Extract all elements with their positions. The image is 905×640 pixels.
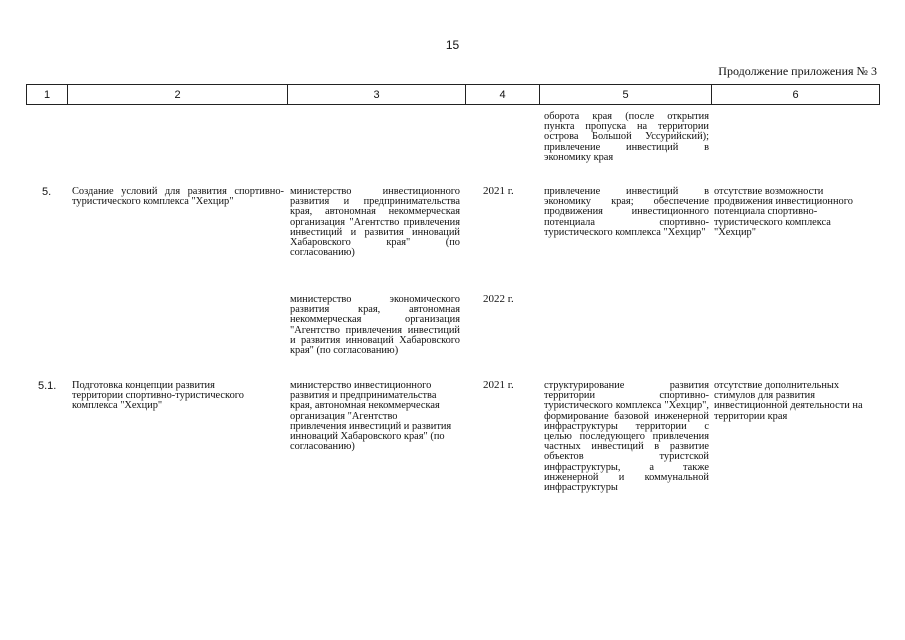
- column-number-row: [27, 85, 880, 105]
- row-2-executor: министерство экономического развития края, автономная некоммерческая организация "Агентство привлечения инвестиций и развития инноваций Хабаровского края" (по согласованию): [290, 294, 460, 357]
- column-header-2: 2: [68, 85, 288, 105]
- table-header: [26, 84, 880, 105]
- page-number: 15: [445, 38, 460, 52]
- row-3-year: 2021 г.: [483, 379, 514, 391]
- row-2-year: 2022 г.: [483, 293, 514, 305]
- row-1-risk: отсутствие возможности продвижения инвестиционного потенциала спортивно-туристического комплекса "Хехцир": [714, 186, 853, 238]
- row-1-title: Создание условий для развития спортивно-туристического комплекса "Хехцир": [72, 186, 284, 208]
- row-3-title: Подготовка концепции развития территории спортивно-туристического комплекса "Хехцир": [72, 380, 244, 412]
- row-1-number: 5.: [42, 186, 52, 198]
- row-1-executor: министерство инвестиционного развития и предпринимательства края, автономная некоммерческая организация "Агентство привлечения инвестиций и развития инноваций Хабаровского края" (по согласованию): [290, 186, 460, 259]
- column-header-3: 3: [288, 85, 466, 105]
- row-1-result: привлечение инвестиций в экономику края; обеспечение продвижения инвестиционного потенциала спортивно-туристического комплекса "Хехцир": [544, 186, 709, 238]
- column-header-5: 5: [540, 85, 712, 105]
- column-header-4: 4: [466, 85, 540, 105]
- appendix-continuation-note: Продолжение приложения № 3: [718, 64, 877, 78]
- row-3-risk: отсутствие дополнительных стимулов для развития инвестиционной деятельности на территории края: [714, 380, 863, 422]
- row-3-number: 5.1.: [38, 380, 57, 392]
- column-header-1: 1: [27, 85, 68, 105]
- row-0-result: оборота края (после открытия пункта пропуска на территории острова Большой Уссурийский); привлечение инвестиций в экономику края: [544, 111, 709, 163]
- row-3-executor: министерство инвестиционного развития и предпринимательства края, автономная некоммерческая организация "Агентство привлечения инвестиций и развития инноваций Хабаровского края" (по согласованию): [290, 380, 452, 453]
- row-3-result: структурирование развития территории спортивно-туристического комплекса "Хехцир", формирование базовой инженерной инфраструктуры территории с целью последующего привлечения частных инвестиций в развитие объектов туристской инфраструктуры, а также инженерной и коммунальной инфраструктуры: [544, 380, 709, 494]
- column-header-6: 6: [712, 85, 880, 105]
- row-1-year: 2021 г.: [483, 185, 514, 197]
